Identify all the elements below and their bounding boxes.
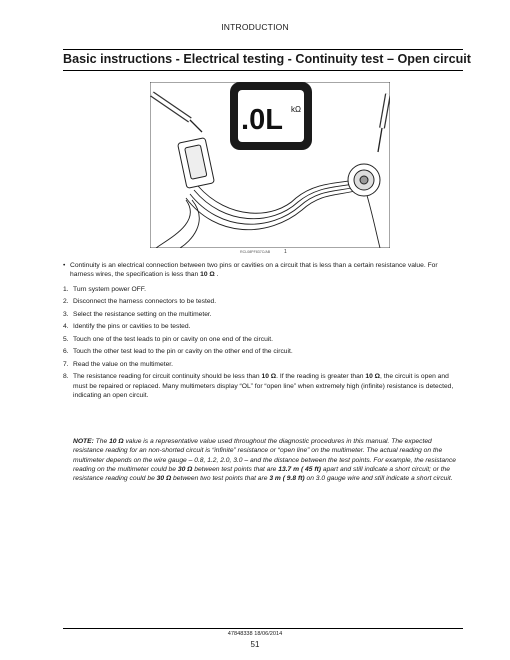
step-item: 6. Touch the other test lead to the pin or cavity on the other end of the circuit. [63,348,293,356]
step-item: 3. Select the resistance setting on the multimeter. [63,310,212,318]
meter-reading: .0L [241,104,283,136]
bullet-icon: • [63,262,66,269]
header-rule [63,49,463,50]
step-item: 4. Identify the pins or cavities to be tested. [63,323,191,331]
intro-paragraph: • Continuity is an electrical connection between two pins or cavities on a circuit that is less than a certain resistance value. For harness wires, the specification is less than 10 Ω . [63,262,438,279]
step-item-8: 8. The resistance reading for circuit continuity should be less than 10 Ω. If the reading is greater than 10 Ω, the circuit is open and must be repaired or replaced. Many multimeters display “OL” for “open line” when extremely high (infinite) resistance is detected, indicating an open circuit. [63,373,454,399]
step-item: 7. Read the value on the multimeter. [63,360,173,368]
right-connector [348,164,380,196]
multimeter-continuity-illustration [150,82,390,248]
footer-rule [63,628,463,629]
note-paragraph: NOTE: The 10 Ω value is a representative value used throughout the diagnostic procedures in this manual. The expected resistance reading for an non-shorted circuit is “infinite” resistance or “open line” on the multimeter. The actual reading on the multimeter depends on the wire gauge – 0.8, 1.2, 2.0, 3.0 – and the distance between the test points. For example, the resistance reading on the multimeter could be 30 Ω between test points that are 13.7 m ( 45 ft) apart and still indicate a short circuit; or the resistance reading could be 30 Ω between two test points that are 3 m ( 9.8 ft) on 3.0 gauge wire and still indicate a short circuit. [73,438,456,483]
running-head: INTRODUCTION [221,22,289,32]
step-item: 1. Turn system power OFF. [63,286,146,293]
step-item: 5. Touch one of the test leads to pin or cavity on one end of the circuit. [63,335,274,343]
title-underline [63,70,463,71]
page-number: 51 [250,640,260,649]
note-label: NOTE: [73,438,94,445]
document-code: 47848338 18/06/2014 [227,631,283,637]
multimeter-display [230,82,312,150]
meter-unit: kΩ [291,105,301,114]
figure-number: 1 [284,249,287,255]
procedure-steps [63,285,463,403]
figure-reference-code: RCL08PF837C/AB [240,250,271,254]
page-title: Basic instructions - Electrical testing - Continuity test – Open circuit [63,52,471,66]
step-item: 2. Disconnect the harness connectors to be tested. [63,298,217,306]
